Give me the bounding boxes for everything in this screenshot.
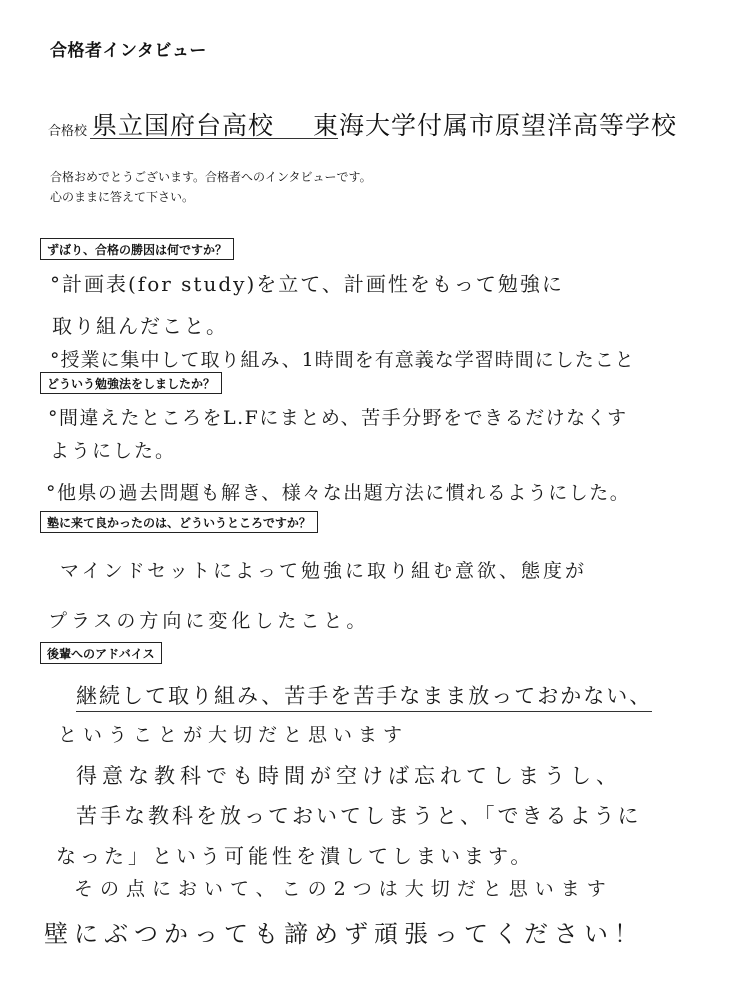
school-label: 合格校 (48, 124, 88, 139)
page-title: 合格者インタビュー (50, 41, 207, 61)
answer-4-line-1: 継続して取り組み、苦手を苦手なまま放っておかない、 (76, 680, 652, 712)
answer-4-line-6: その点において、この2つは大切だと思います (74, 878, 613, 900)
answer-2-line-3: °他県の過去問題も解き、様々な出題方法に慣れるようにした。 (46, 482, 631, 504)
answer-1-line-1: °計画表(for study)を立て、計画性をもって勉強に (50, 272, 564, 296)
answer-1-line-3: °授業に集中して取り組み、1時間を有意義な学習時間にしたこと (50, 349, 635, 371)
answer-2-line-2: ようにした。 (50, 440, 177, 462)
school-name-1: 県立国府台高校 (92, 111, 275, 140)
intro-line-1: 合格おめでとうございます。合格者へのインタビューです。 (50, 170, 372, 184)
intro-line-2: 心のままに答えて下さい。 (50, 190, 195, 204)
question-4: 後輩へのアドバイス (40, 642, 162, 664)
school-underline (90, 138, 338, 139)
answer-4-line-2: ということが大切だと思います (58, 724, 409, 746)
answer-4-line-7: 壁にぶつかっても諦めず頑張ってください！ (44, 920, 644, 948)
question-2: どういう勉強法をしましたか？ (40, 372, 222, 394)
question-1: ずばり、合格の勝因は何ですか？ (40, 238, 234, 260)
answer-4-line-5: なった」という可能性を潰してしまいます。 (56, 844, 535, 868)
answer-1-line-2: 取り組んだこと。 (52, 314, 228, 338)
question-3: 塾に来て良かったのは、どういうところですか？ (40, 511, 318, 533)
school-name-2: 東海大学付属市原望洋高等学校 (313, 111, 678, 140)
school-row (48, 106, 688, 146)
answer-4-line-3: 得意な教科でも時間が空けば忘れてしまうし、 (76, 764, 622, 788)
answer-3-line-2: プラスの方向に変化したこと。 (48, 610, 370, 632)
answer-4-line-4: 苦手な教科を放っておいてしまうと、「できるように (76, 804, 642, 828)
answer-2-line-1: °間違えたところをL.Fにまとめ、苦手分野をできるだけなくす (48, 407, 628, 429)
answer-3-line-1: マインドセットによって勉強に取り組む意欲、態度が (60, 560, 588, 582)
